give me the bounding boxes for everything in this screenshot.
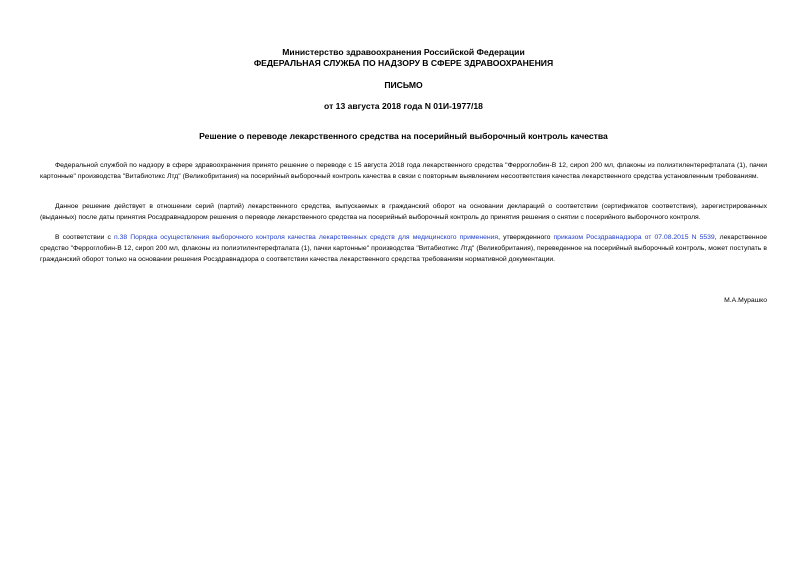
- signature: М.А.Мурашко: [724, 297, 767, 304]
- paragraph-text-2: , утвержденного: [498, 234, 554, 241]
- paragraph-decision: Федеральной службой по надзору в сфере здравоохранения принято решение о переводе с 15 августа 2018 года лекарственного средства "Ферроглобин-В 12, сироп 200 мл, флаконы из полиэтилентерефталата (1), пачки картонные" производства "Витабиотикс Лтд" (Великобритания) на посерийный выборочный контроль качества в связи с повторным выявлением несоответствия качества лекарственного средства установленным требованиям.: [40, 162, 767, 180]
- letter-header: [0, 47, 807, 69]
- paragraph-legal-basis: [40, 232, 767, 265]
- ministry-name: Министерство здравоохранения Российской Федерации: [282, 47, 525, 57]
- order-reference-link[interactable]: приказом Росздравнадзора от 07.08.2015 N 5539: [553, 234, 715, 241]
- letter-type: ПИСЬМО: [384, 80, 423, 90]
- paragraph-text-1: В соответствии с: [55, 234, 115, 241]
- paragraph-scope: Данное решение действует в отношении серий (партий) лекарственного средства, выпускаемых в гражданский оборот на основании деклараций о соответствии (сертификатов соответствия), зарегистрированных (выданных) после даты принятия Росздравнадзором решения о переводе лекарственного средства на посерийный выборочный контроль до принятия решения о снятии с посерийного выборочного контроля.: [40, 203, 767, 221]
- paragraph-text-3: , лекарственное средство "Ферроглобин-В 12, сироп 200 мл, флаконы из полиэтилентерефталата (1), пачки картонные" производства "Витабиотикс Лтд" (Великобритания), переведенное на посерийный выборочный контроль, может поступать в гражданский оборот только на основании решения Росздравнадзора о соответствии качества лекарственного средства требованиям нормативной документации.: [40, 234, 768, 263]
- order-clause-link[interactable]: п.38 Порядка осуществления выборочного контроля качества лекарственных средств для медицинского применения: [114, 234, 499, 241]
- letter-date-number: от 13 августа 2018 года N 01И-1977/18: [324, 101, 483, 111]
- service-name: ФЕДЕРАЛЬНАЯ СЛУЖБА ПО НАДЗОРУ В СФЕРЕ ЗДРАВООХРАНЕНИЯ: [253, 58, 554, 68]
- letter-subject: Решение о переводе лекарственного средства на посерийный выборочный контроль качества: [199, 131, 608, 141]
